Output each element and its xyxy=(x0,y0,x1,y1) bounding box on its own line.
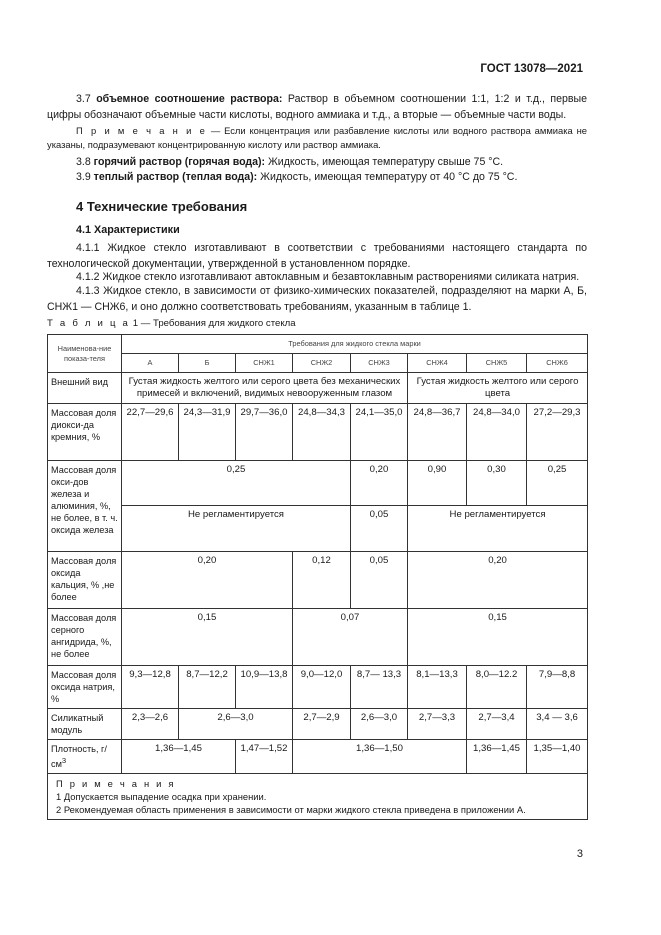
table-cell: 22,7—29,6 xyxy=(122,404,179,461)
table-cell: 0,90 xyxy=(408,461,467,506)
table-cell: 1,36—1,50 xyxy=(293,740,467,774)
section-title-4: 4 Технические требования xyxy=(76,199,248,214)
table-cell: 27,2—29,3 xyxy=(527,404,588,461)
grade-header: Б xyxy=(179,354,236,373)
table-cell: 0,25 xyxy=(527,461,588,506)
row-label: Массовая доля диокси-да кремния, % xyxy=(48,404,122,461)
paragraph-4-1-2: 4.1.2 Жидкое стекло изготавливают автоклавным и безавтоклавным растворениями силиката натрия. xyxy=(76,271,580,283)
row-label: Массовая доля серного ангидрида, %, не более xyxy=(48,609,122,666)
clause-number: 3.8 xyxy=(76,156,94,168)
table-cell: 3,4 — 3,6 xyxy=(527,709,588,740)
table-cell: 2,7—3,3 xyxy=(408,709,467,740)
table-header-row xyxy=(48,335,588,354)
grade-header: А xyxy=(122,354,179,373)
row-label-text: Плотность, г/см xyxy=(51,744,107,770)
row-label xyxy=(48,740,122,774)
table-row xyxy=(48,373,588,404)
table-cell: 2,7—3,4 xyxy=(467,709,527,740)
table-cell: Не регламентируется xyxy=(408,506,588,552)
table-cell: 2,7—2,9 xyxy=(293,709,351,740)
table-cell: 8,0—12.2 xyxy=(467,666,527,709)
superscript: 3 xyxy=(61,756,67,765)
grade-header: СНЖ3 xyxy=(351,354,408,373)
table-cell: 0,25 xyxy=(122,461,351,506)
caption-label: Т а б л и ц а xyxy=(47,318,131,329)
term: горячий раствор (горячая вода): xyxy=(93,156,266,168)
column-header-name: Наименова-ние показа-теля xyxy=(48,335,122,373)
table-cell: 0,15 xyxy=(122,609,293,666)
note-3-7 xyxy=(47,124,587,151)
grade-header: СНЖ6 xyxy=(527,354,588,373)
paragraph-3-8 xyxy=(47,155,587,171)
table-cell: Не регламентируется xyxy=(122,506,351,552)
table-cell: 24,8—34,0 xyxy=(467,404,527,461)
note-label: П р и м е ч а н и е xyxy=(76,125,208,136)
table-cell: 10,9—13,8 xyxy=(236,666,293,709)
standard-header: ГОСТ 13078—2021 xyxy=(480,63,583,75)
clause-number: 3.7 xyxy=(76,93,97,105)
table-cell: 0,15 xyxy=(408,609,588,666)
row-label: Массовая доля оксида натрия, % xyxy=(48,666,122,709)
table-cell: 0,20 xyxy=(408,552,588,609)
table-cell: 8,1—13,3 xyxy=(408,666,467,709)
table-row xyxy=(48,609,588,666)
table-cell: 1,36—1,45 xyxy=(467,740,527,774)
table-cell: 7,9—8,8 xyxy=(527,666,588,709)
table-row xyxy=(48,666,588,709)
table-notes-row xyxy=(48,774,588,820)
table-cell: 0,05 xyxy=(351,552,408,609)
table-cell: 1,36—1,45 xyxy=(122,740,236,774)
note-2: 2 Рекомендуемая область применения в зависимости от марки жидкого стекла приведена в приложении А. xyxy=(56,804,526,816)
note-1: 1 Допускается выпадение осадка при хранении. xyxy=(56,791,267,803)
definition: Жидкость, имеющая температуру от 40 °С до 75 °С. xyxy=(257,171,518,183)
table-cell: 1,47—1,52 xyxy=(236,740,293,774)
table-cell: Густая жидкость желтого или серого цвета xyxy=(408,373,588,404)
table-cell: 2,3—2,6 xyxy=(122,709,179,740)
table-row xyxy=(48,740,588,774)
row-label: Массовая доля окси-дов железа и алюминия, %, не более, в т. ч. оксида железа xyxy=(48,461,122,552)
caption-text: 1 — Требования для жидкого стекла xyxy=(130,318,296,329)
table-cell: 2,6—3,0 xyxy=(179,709,293,740)
table-cell: Густая жидкость желтого или серого цвета без механических примесей и включений, видимых невооруженным глазом xyxy=(122,373,408,404)
definition: Раствор в объемном соотношении 1:1, 1:2 и т.д., первые цифры обозначают объемные части кислоты, водного аммиака и т.д., а вторые — объемные части воды. xyxy=(47,93,588,121)
table-cell: 24,8—34,3 xyxy=(293,404,351,461)
table-row xyxy=(48,552,588,609)
paragraph-3-9 xyxy=(47,170,587,186)
table-cell: 24,1—35,0 xyxy=(351,404,408,461)
table-cell: 0,07 xyxy=(293,609,408,666)
term: теплый раствор (теплая вода): xyxy=(93,171,258,183)
grade-header: СНЖ2 xyxy=(293,354,351,373)
table-cell: 0,05 xyxy=(351,506,408,552)
table-row xyxy=(48,709,588,740)
term: объемное соотношение раствора: xyxy=(96,93,283,105)
paragraph-4-1-1: 4.1.1 Жидкое стекло изготавливают в соответствии с требованиями настоящего стандарта по технологической документации, утвержденной в установленном порядке. xyxy=(47,242,587,270)
row-label: Массовая доля оксида кальция, % ,не более xyxy=(48,552,122,609)
requirements-table xyxy=(47,334,588,820)
table-cell: 24,3—31,9 xyxy=(179,404,236,461)
table-notes xyxy=(48,774,588,820)
table-cell: 0,30 xyxy=(467,461,527,506)
table-cell: 0,20 xyxy=(122,552,293,609)
paragraph-4-1-3: 4.1.3 Жидкое стекло, в зависимости от физико-химических показателей, подразделяют на марки А, Б, СНЖ1 — СНЖ6, и оно должно соответствовать требованиям, указанным в таблице 1. xyxy=(47,285,587,313)
table-cell: 2,6—3,0 xyxy=(351,709,408,740)
table-cell: 8,7— 13,3 xyxy=(351,666,408,709)
table-row xyxy=(48,461,588,506)
clause-number: 3.9 xyxy=(76,171,94,183)
column-header-group: Требования для жидкого стекла марки xyxy=(122,335,588,354)
table-row xyxy=(48,404,588,461)
note-text: — Если концентрация или разбавление кислоты или водного раствора аммиака не указаны, подразумевают концентрированную кислоту или раствор аммиака. xyxy=(47,125,587,150)
grade-header: СНЖ4 xyxy=(408,354,467,373)
row-label: Внешний вид xyxy=(48,373,122,404)
definition: Жидкость, имеющая температуру свыше 75 °С. xyxy=(265,156,504,168)
table-cell: 8,7—12,2 xyxy=(179,666,236,709)
grades-row xyxy=(48,354,588,373)
table-cell: 9,0—12,0 xyxy=(293,666,351,709)
table-caption xyxy=(47,318,296,329)
table-row xyxy=(48,506,588,552)
paragraph-3-7 xyxy=(47,92,587,123)
table-cell: 0,20 xyxy=(351,461,408,506)
table-cell: 0,12 xyxy=(293,552,351,609)
grade-header: СНЖ5 xyxy=(467,354,527,373)
notes-title: П р и м е ч а н и я xyxy=(56,778,176,790)
grade-header: СНЖ1 xyxy=(236,354,293,373)
table-cell: 24,8—36,7 xyxy=(408,404,467,461)
table-cell: 1,35—1,40 xyxy=(527,740,588,774)
section-title-4-1: 4.1 Характеристики xyxy=(76,224,180,236)
table-cell: 29,7—36,0 xyxy=(236,404,293,461)
page-number: 3 xyxy=(576,848,583,860)
table-cell: 9,3—12,8 xyxy=(122,666,179,709)
row-label: Силикатный модуль xyxy=(48,709,122,740)
